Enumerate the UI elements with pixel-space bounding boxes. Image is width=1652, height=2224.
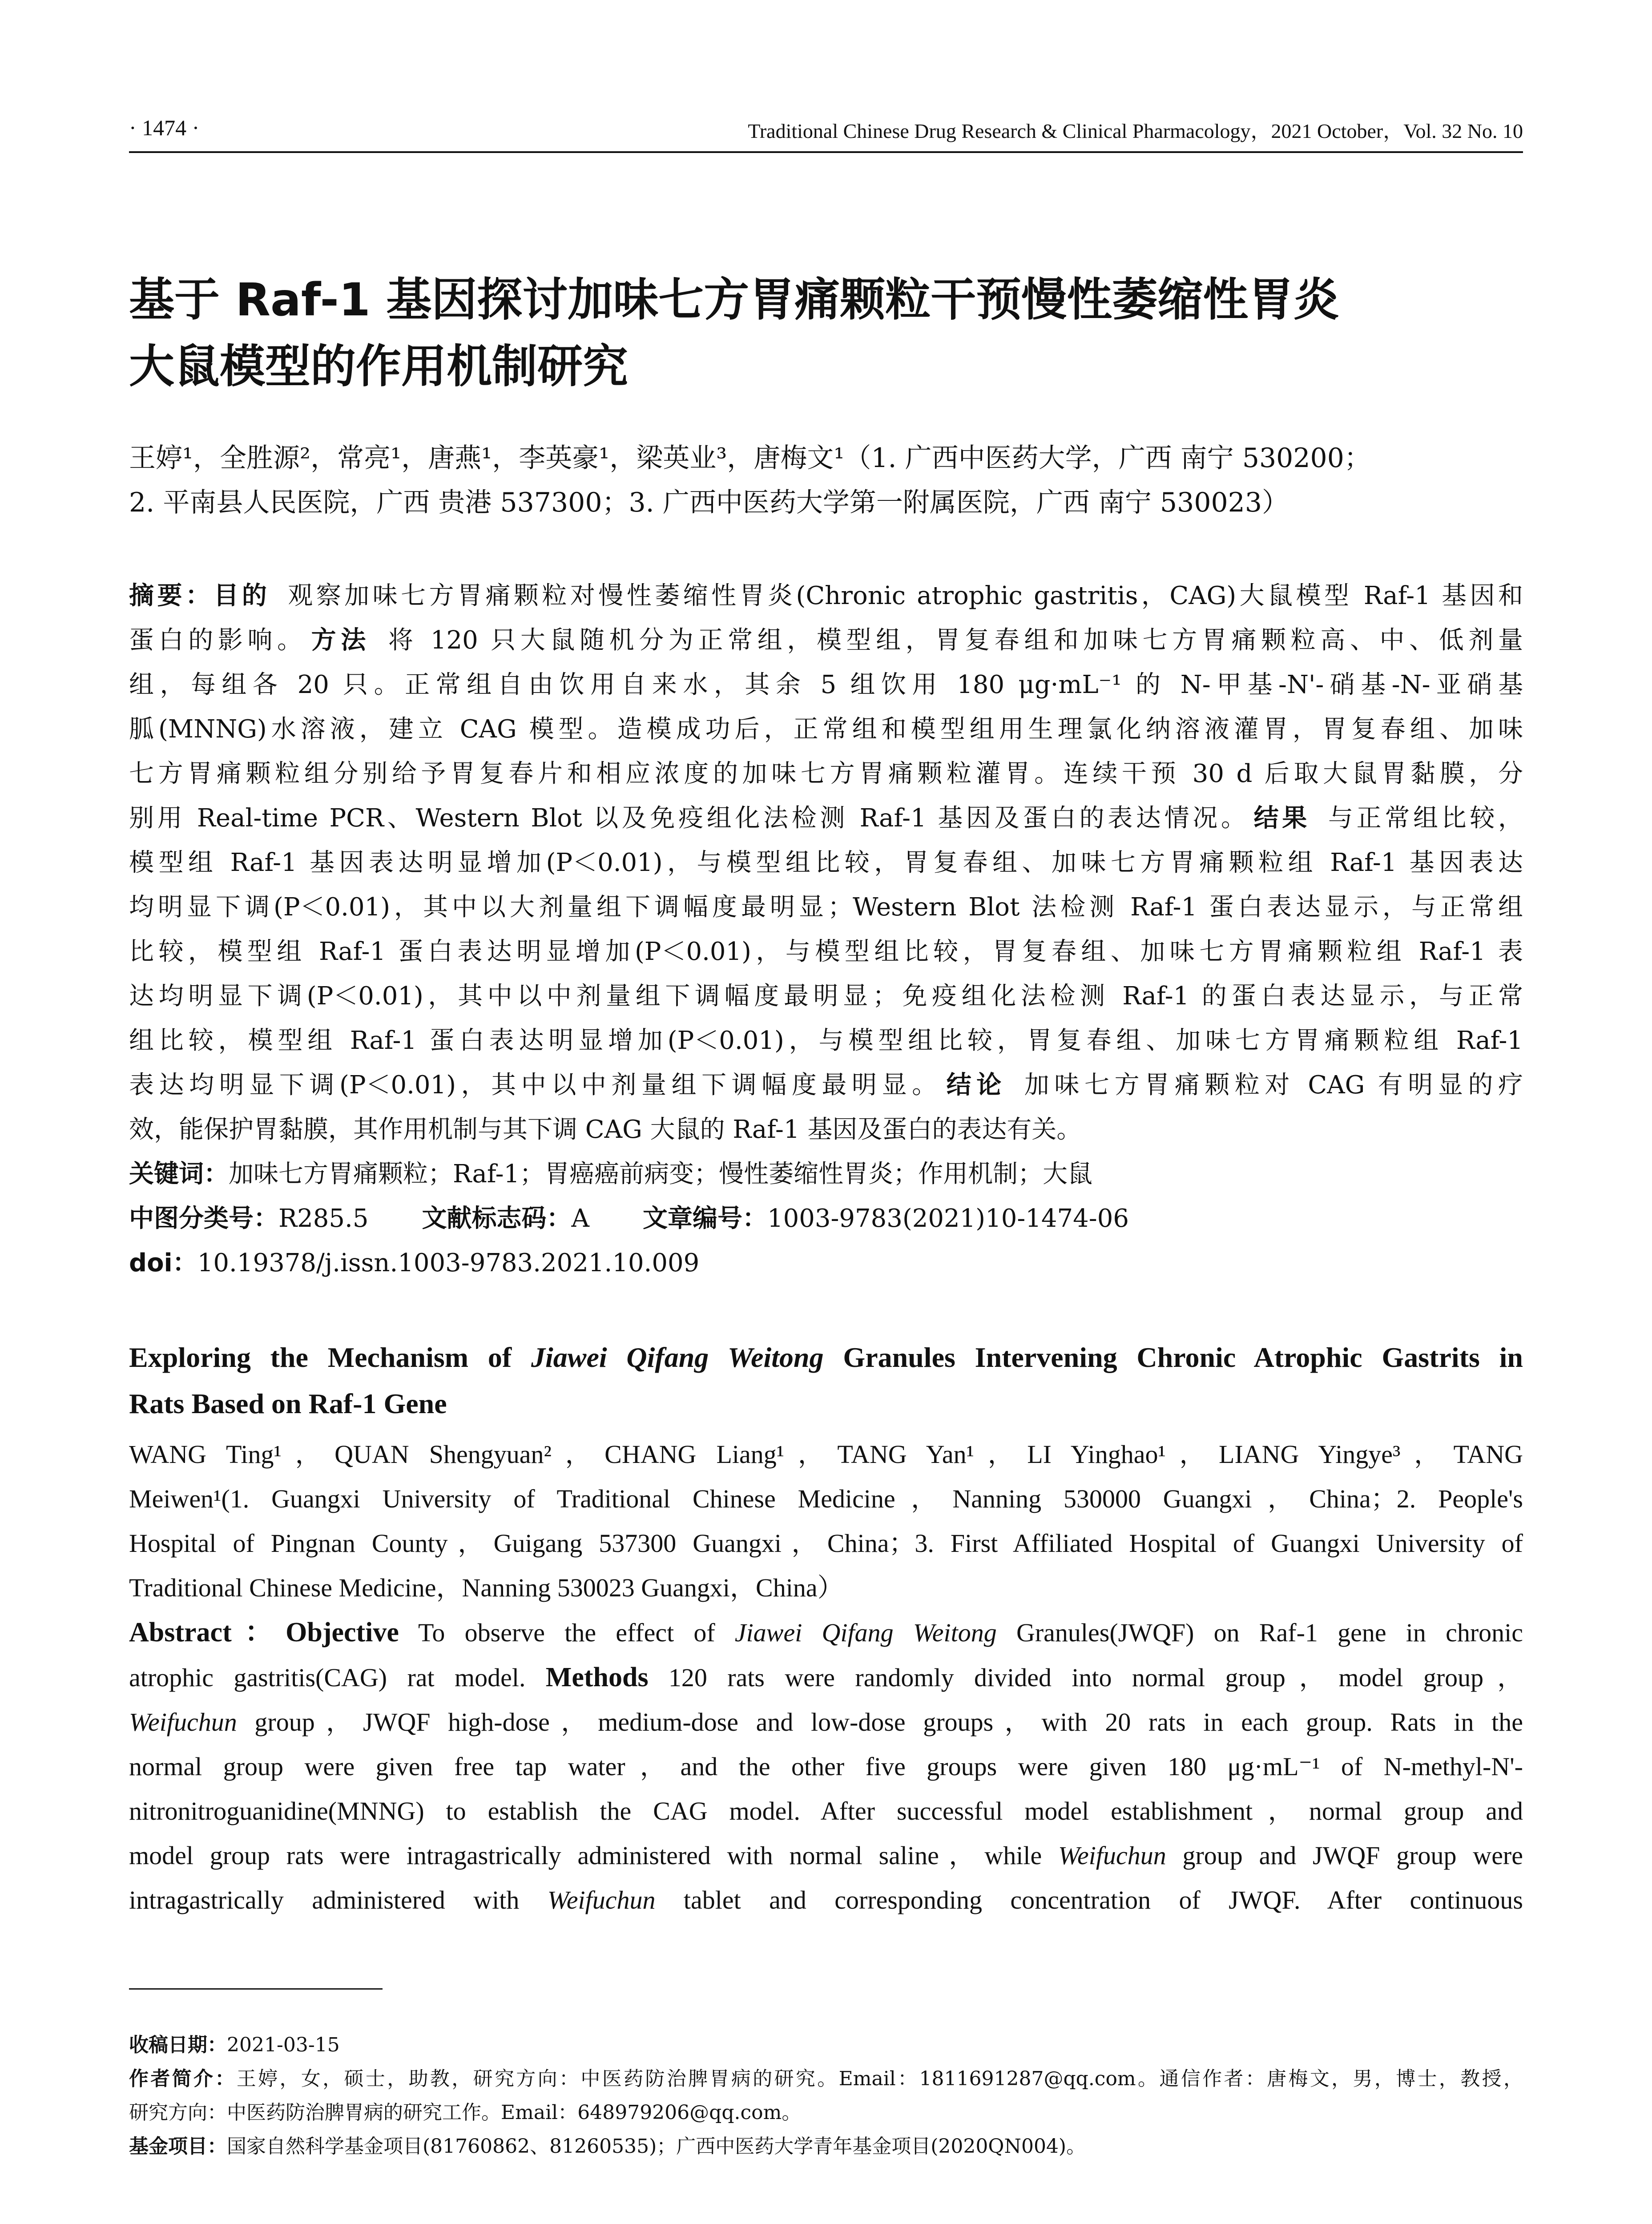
objective-en-label: Objective [286, 1617, 399, 1648]
abstract-en-text: To observe the effect of [399, 1618, 735, 1647]
meta-cn [129, 1152, 1523, 1285]
keywords-text: 加味七方胃痛颗粒；Raf-1；胃癌癌前病变；慢性萎缩性胃炎；作用机制；大鼠 [229, 1160, 1093, 1189]
clc-value: R285.5 [278, 1204, 369, 1233]
doi-label: doi： [129, 1249, 197, 1277]
abstract-cn-text: 观察加味七方胃痛颗粒对慢性萎缩性胃炎(Chronic atrophic gastritis，CAG)大鼠模型 Raf-1 基因和 [288, 581, 1523, 610]
author-info-line [129, 2062, 1523, 2096]
abstract-cn-line [129, 574, 1523, 618]
abstract-cn-line: 组，每组各 20 只。正常组自由饮用自来水，其余 5 组饮用 180 μg·mL⁻¹ 的 N-甲基-N'-硝基-N-亚硝基 [129, 670, 1523, 699]
abstract-en-text: model group rats were intragastrically administered with normal saline，while [129, 1841, 1058, 1870]
abstract-en-line [129, 1833, 1523, 1878]
title-en-text: Exploring the Mechanism of [129, 1342, 531, 1373]
authors-en [129, 1432, 1523, 1610]
abstract-cn-text: 别用 Real-time PCR、Western Blot 以及免疫组化法检测 Raf-1 基因及蛋白的表达情况。 [129, 804, 1249, 833]
abstract-cn-text: 蛋白的影响。 [129, 626, 307, 655]
title-cn [129, 267, 1523, 400]
abstract-cn-line: 胍(MNNG)水溶液，建立 CAG 模型。造模成功后，正常组和模型组用生理氯化纳溶液灌胃，胃复春组、加味 [129, 715, 1523, 744]
received-line [129, 2028, 1523, 2062]
abstract-en-text: group and JWQF group were [1166, 1841, 1523, 1870]
title-en-line [129, 1334, 1523, 1381]
abstract-en-text: atrophic gastritis(CAG) rat model. [129, 1663, 546, 1692]
fund-text: 国家自然科学基金项目(81760862、81260535)；广西中医药大学青年基金项目(2020QN004)。 [227, 2135, 1086, 2158]
abstract-en-italic: Weifuchun [547, 1886, 656, 1914]
title-en-line: Rats Based on Raf-1 Gene [129, 1388, 447, 1419]
doi-line [129, 1241, 1523, 1285]
conclusion-label: 结论 [946, 1071, 1007, 1100]
abstract-en-text: group，JWQF high-dose，medium-dose and low-dose groups，with 20 rats in each group. Rats in the [237, 1708, 1523, 1736]
authors-en-line: Meiwen¹(1. Guangxi University of Traditional Chinese Medicine，Nanning 530000 Guangxi，China；2. People's [129, 1484, 1523, 1513]
abstract-cn [129, 574, 1523, 1152]
header-rule [129, 151, 1523, 153]
methods-en-label: Methods [545, 1662, 649, 1692]
author-info-text: 王婷，女，硕士，助教，研究方向：中医药防治脾胃病的研究。Email：1811691287@qq.com。通信作者：唐梅文，男，博士，教授， [236, 2067, 1523, 2090]
doccode-label: 文献标志码： [422, 1204, 572, 1233]
abstract-en-text: tablet and corresponding concentration of JWQF. After continuous [655, 1886, 1523, 1914]
authors-cn-line: 2. 平南县人民医院，广西 贵港 537300；3. 广西中医药大学第一附属医院，广西 南宁 530023） [129, 487, 1289, 518]
abstract-cn-line: 达均明显下调(P＜0.01)，其中以中剂量组下调幅度最明显；免疫组化法检测 Raf-1 的蛋白表达显示，与正常 [129, 982, 1523, 1011]
author-info-line: 研究方向：中医药防治脾胃病的研究工作。Email：648979206@qq.com。 [129, 2101, 802, 2124]
results-label: 结果 [1253, 804, 1310, 833]
keywords-label: 关键词： [129, 1160, 229, 1189]
abstract-cn-text: 表达均明显下调(P＜0.01)，其中以中剂量组下调幅度最明显。 [129, 1071, 942, 1100]
running-header [129, 115, 1523, 146]
abstract-cn-line: 七方胃痛颗粒组分别给予胃复春片和相应浓度的加味七方胃痛颗粒灌胃。连续干预 30 d 后取大鼠胃黏膜，分 [129, 759, 1523, 788]
keywords-line [129, 1152, 1523, 1197]
abstract-cn-text: 将 120 只大鼠随机分为正常组，模型组，胃复春组和加味七方胃痛颗粒高、中、低剂量 [388, 626, 1523, 655]
objective-label: 目的 [214, 581, 270, 610]
abstract-cn-line: 模型组 Raf-1 基因表达明显增加(P＜0.01)，与模型组比较，胃复春组、加味七方胃痛颗粒组 Raf-1 基因表达 [129, 848, 1523, 877]
authors-en-line: WANG Ting¹，QUAN Shengyuan²，CHANG Liang¹，TANG Yan¹，LI Yinghao¹，LIANG Yingye³，TANG [129, 1440, 1523, 1469]
article-label: 文章编号： [642, 1204, 767, 1233]
abstract-en-label: Abstract： [129, 1617, 286, 1648]
abstract-en-line [129, 1610, 1523, 1655]
abstract-en-italic: Weifuchun [1058, 1841, 1166, 1870]
abstract-cn-text: 加味七方胃痛颗粒对 CAG 有明显的疗 [1024, 1071, 1523, 1100]
abstract-cn-line [129, 796, 1523, 841]
abstract-en-text: 120 rats were randomly divided into normal group，model group， [648, 1663, 1523, 1692]
title-cn-line: 基于 Raf-1 基因探讨加味七方胃痛颗粒干预慢性萎缩性胃炎 [129, 274, 1339, 326]
authors-en-line: Traditional Chinese Medicine，Nanning 530023 Guangxi，China） [129, 1573, 843, 1602]
abstract-en-line: nitronitroguanidine(MNNG) to establish the CAG model. After successful model establishment，normal group and [129, 1797, 1523, 1825]
abstract-cn-line [129, 1063, 1523, 1108]
doccode-value: A [571, 1204, 589, 1233]
title-en [129, 1334, 1523, 1427]
abstract-en-italic: Weifuchun [129, 1708, 237, 1736]
abstract-cn-line: 比较，模型组 Raf-1 蛋白表达明显增加(P＜0.01)，与模型组比较，胃复春组、加味七方胃痛颗粒组 Raf-1 表 [129, 937, 1523, 966]
title-cn-line: 大鼠模型的作用机制研究 [129, 340, 628, 393]
author-info-label: 作者简介： [129, 2067, 237, 2090]
classification-line [129, 1197, 1523, 1241]
abstract-en-text: intragastrically administered with [129, 1886, 548, 1914]
abstract-cn-text: 与正常组比较， [1328, 804, 1523, 833]
abstract-en-line [129, 1878, 1523, 1922]
fund-line [129, 2130, 1523, 2164]
page-number: · 1474 · [129, 115, 200, 140]
abstract-en-line [129, 1700, 1523, 1745]
methods-label: 方法 [311, 626, 371, 655]
abstract-cn-line: 均明显下调(P＜0.01)，其中以大剂量组下调幅度最明显；Western Blot 法检测 Raf-1 蛋白表达显示，与正常组 [129, 893, 1523, 922]
abstract-en [129, 1610, 1523, 1922]
authors-cn-line: 王婷¹，全胜源²，常亮¹，唐燕¹，李英豪¹，梁英业³，唐梅文¹（1. 广西中医药大学，广西 南宁 530200； [129, 443, 1371, 474]
abstract-cn-label: 摘要： [129, 581, 214, 610]
received-date: 2021-03-15 [227, 2034, 340, 2056]
abstract-cn-line: 组比较，模型组 Raf-1 蛋白表达明显增加(P＜0.01)，与模型组比较，胃复春组、加味七方胃痛颗粒组 Raf-1 [129, 1026, 1523, 1055]
title-en-text: Granules Intervening Chronic Atrophic Gastrits in [823, 1342, 1523, 1373]
footnotes [129, 2028, 1523, 2164]
journal-citation: Traditional Chinese Drug Research & Clinical Pharmacology，2021 October，Vol. 32 No. 10 [748, 120, 1523, 142]
received-label: 收稿日期： [129, 2034, 227, 2056]
abstract-en-italic: Jiawei Qifang Weitong [734, 1618, 997, 1647]
abstract-cn-line: 效，能保护胃黏膜，其作用机制与其下调 CAG 大鼠的 Raf-1 基因及蛋白的表达有关。 [129, 1115, 1082, 1144]
abstract-en-line [129, 1655, 1523, 1700]
authors-en-line: Hospital of Pingnan County，Guigang 537300 Guangxi，China；3. First Affiliated Hospital of Guangxi University of [129, 1529, 1523, 1558]
abstract-en-text: Granules(JWQF) on Raf-1 gene in chronic [996, 1618, 1523, 1647]
title-en-italic: Jiawei Qifang Weitong [531, 1342, 824, 1373]
clc-label: 中图分类号： [129, 1204, 278, 1233]
article-value: 1003-9783(2021)10-1474-06 [767, 1204, 1129, 1233]
abstract-cn-line [129, 618, 1523, 663]
abstract-en-line: normal group were given free tap water，and the other five groups were given 180 μg·mL⁻¹ of N-methyl-N'- [129, 1752, 1523, 1781]
fund-label: 基金项目： [129, 2135, 227, 2158]
footnote-rule [129, 1988, 383, 1990]
authors-cn [129, 436, 1523, 525]
doi-value: 10.19378/j.issn.1003-9783.2021.10.009 [197, 1249, 700, 1277]
